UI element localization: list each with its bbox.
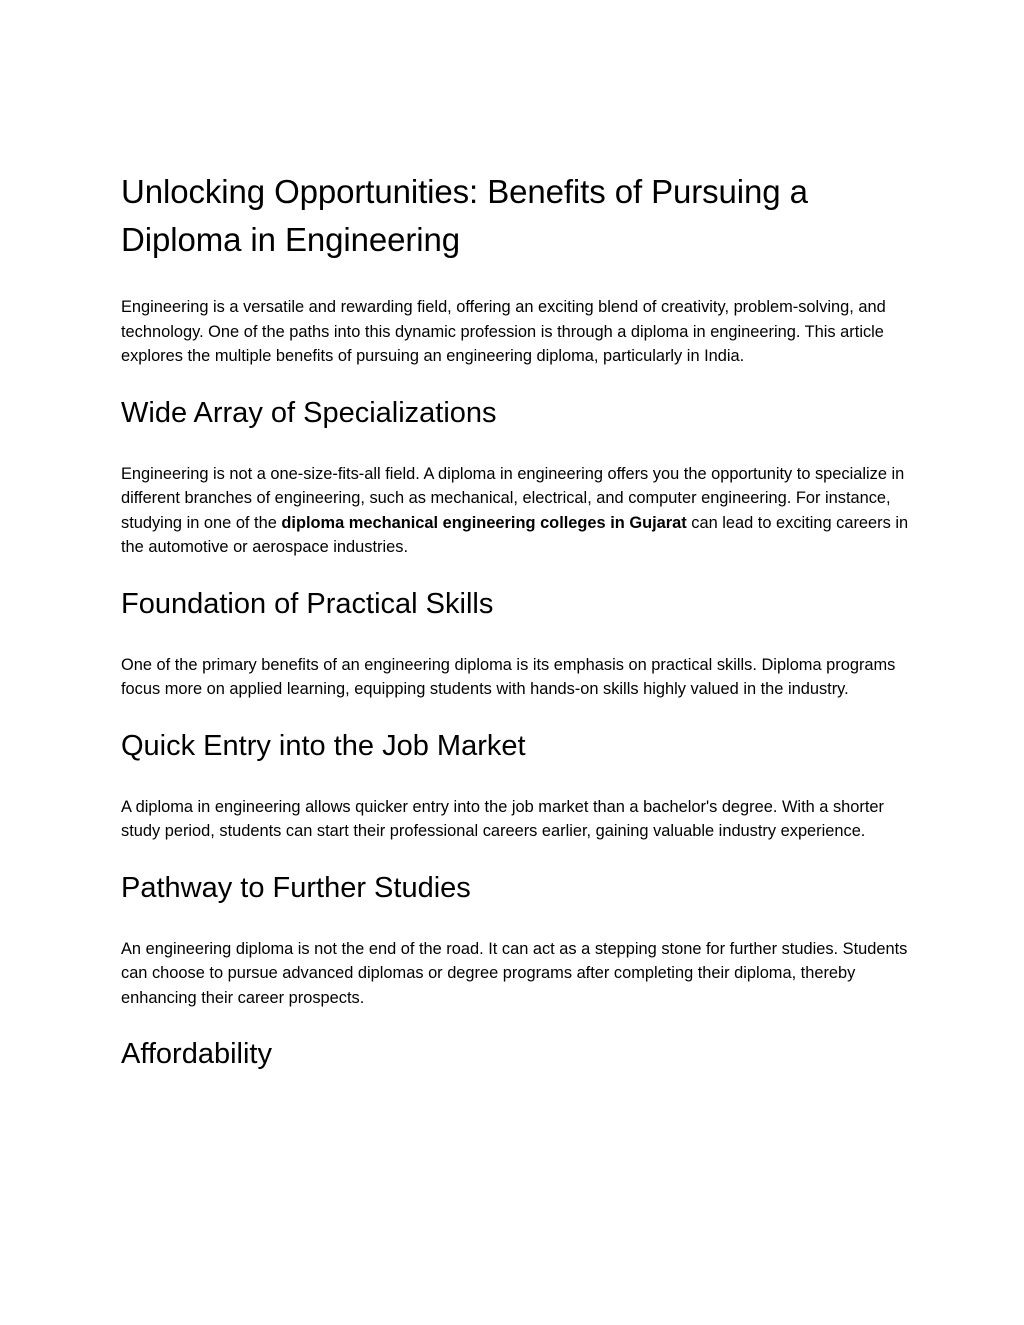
paragraph-text: can lead to exciting careers in the automotive or aerospace industries.	[121, 513, 909, 556]
paragraph-text: Engineering is not a one-size-fits-all field. A diploma in engineering offers you the opportunity to specialize in different branches of engineering, such as mechanical, electrical, and computer engineering. For instance, studying in one of the	[121, 464, 905, 532]
section-heading-further-studies: Pathway to Further Studies	[121, 871, 471, 904]
section-paragraph-practical-skills: One of the primary benefits of an engineering diploma is its emphasis on practical skills. Diploma programs focus more on applied learning, equipping students with hands-on skills highly valued in the industry.	[121, 655, 896, 698]
document-page	[121, 168, 911, 1072]
bold-phrase: diploma mechanical engineering colleges in Gujarat	[281, 513, 687, 532]
section-heading-job-market: Quick Entry into the Job Market	[121, 729, 526, 762]
section-paragraph-job-market: A diploma in engineering allows quicker entry into the job market than a bachelor's degree. With a shorter study period, students can start their professional careers earlier, gaining valuable industry experience.	[121, 797, 884, 840]
intro-paragraph: Engineering is a versatile and rewarding field, offering an exciting blend of creativity, problem-solving, and technology. One of the paths into this dynamic profession is through a diploma in engineering. This article explores the multiple benefits of pursuing an engineering diploma, particularly in India.	[121, 298, 886, 365]
section-heading-practical-skills: Foundation of Practical Skills	[121, 587, 494, 620]
section-paragraph-specializations	[121, 462, 911, 560]
section-heading-specializations: Wide Array of Specializations	[121, 396, 497, 429]
section-paragraph-further-studies: An engineering diploma is not the end of the road. It can act as a stepping stone for further studies. Students can choose to pursue advanced diplomas or degree programs after completing their diploma, thereby enhancing their career prospects.	[121, 939, 908, 1007]
document-title: Unlocking Opportunities: Benefits of Pursuing a Diploma in Engineering	[121, 173, 808, 258]
section-heading-affordability: Affordability	[121, 1038, 272, 1070]
